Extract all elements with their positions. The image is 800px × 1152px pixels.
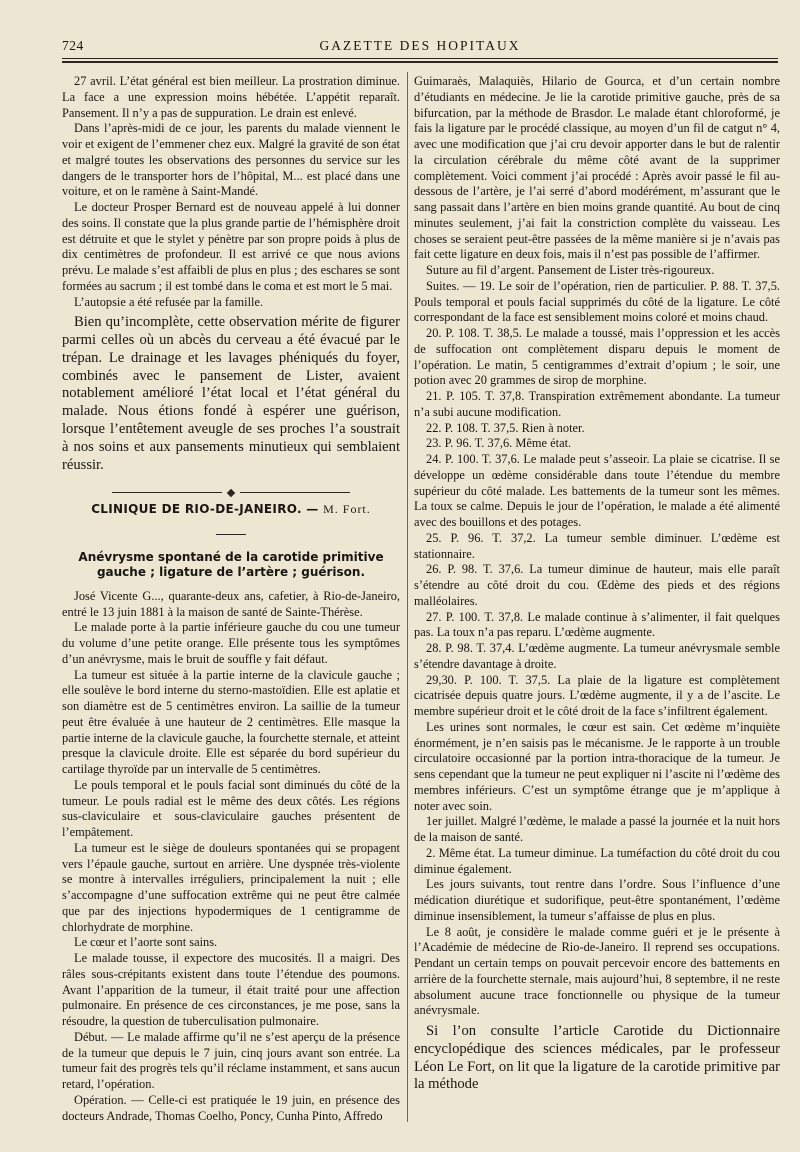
column-divider [407,72,408,1122]
section-title-text: CLINIQUE DE RIO-DE-JANEIRO. — [91,502,319,517]
short-divider [62,524,400,540]
section-title [62,502,400,518]
paragraph: 1er juillet. Malgré l’œdème, le malade a passé la journée et la nuit hors de la maison de santé. [414,814,780,844]
paragraph: Les jours suivants, tout rentre dans l’ordre. Sous l’influence d’une médication diurétique et sudorifique, peut-être spontanément, l’œdème diminue insensiblement, la tumeur s’affaisse de plus en plus. [414,877,780,923]
paragraph: Suites. — 19. Le soir de l’opération, rien de particulier. P. 88. T. 37,5. Pouls temporal et pouls facial supprimés du côté de la ligature. Le côté correspondant de la face est sensiblement moins coloré et moins chaud. [414,278,780,325]
case-paragraph: La tumeur est située à la partie interne de la clavicule gauche ; elle soulève le bord interne du sterno-mastoïdien. Elle est aplatie et son diamètre est de 5 centimètres environ. La saillie de la tumeur peut être évaluée à une hauteur de 2 centimètres. Elle masque la partie interne de la clavicule gauche, la fourchette sternale, et atteint presque la clavicule droite. Elle est séparée du bord supérieur du cartilage thyroïde par un intervalle de 5 centimètres. [62,667,400,777]
case-paragraph: Début. — Le malade affirme qu’il ne s’est aperçu de la présence de la tumeur que depuis le 7 juin, cinq jours avant son entrée. La tumeur fait des progrès tels qu’il réclame instamment, et sans aucun retard, l’opération. [62,1029,400,1092]
closing-paragraph: Si l’on consulte l’article Carotide du Dictionnaire encyclopédique des sciences médicales, par le professeur Léon Le Fort, on lit que la ligature de la carotide primitive par la méthode [414,1023,780,1093]
paragraph: 22. P. 108. T. 37,5. Rien à noter. [426,420,585,435]
paragraph: Guimaraès, Malaquiès, Hilario de Gourca, et d’un certain nombre d’étudiants en médecine. Je lie la carotide primitive gauche, près de sa bifurcation, par la méthode de Brasdor. Le malade étant chloroformé, je fais la ligature par le procédé classique, au moyen d’un fil de catgut n° 4, avec une modification que j’ai cru devoir apporter dans le but de ralentir la circulation cérébrale du même côté avant de la supprimer complètement. Voici comment j’ai procédé : Après avoir passé le fil au-dessous de l’artère, je l’ai serré d’abord modérément, m’assurant que le sang passait dans l’artère en bien moins grande quantité. Au bout de cinq minutes seulement, j’ai fait la constriction complète du vaisseau. Les choses se seraient peut-être passées de la même manière si je n’avais pas fait cette ligature en deux fois, mais il n’est pas possible de l’affirmer. [414,74,780,262]
case-paragraph: Le malade tousse, il expectore des mucosités. Il a maigri. Des râles sous-crépitants existent dans toute l’étendue des poumons. Avant l’apparition de la tumeur, il était traité pour une affection pulmonaire. En présence de ces circonstances, je me pose, sans la résoudre, la question de tuberculisation pulmonaire. [62,951,400,1029]
paragraph: 26. P. 98. T. 37,6. La tumeur diminue de hauteur, mais elle paraît s’étendre au côté droit du cou. Œdème des pieds et des régions malléolaires. [414,562,780,608]
case-paragraph: José Vicente G..., quarante-deux ans, cafetier, à Rio-de-Janeiro, entré le 13 juin 1881 à la maison de santé de Sainte-Thérèse. [62,588,400,619]
paragraph: Le docteur Prosper Bernard est de nouveau appelé à lui donner des soins. Il constate que la plus grande partie de l’hémisphère droit est détruite et que le stylet y pénètre par son propre poids à plus de dix centimètres de profondeur. Il est arrivé ce que nous avions prévu. Le malade s’est affaibli de plus en plus ; des eschares se sont formées au sacrum ; il est tombé dans le coma et est mort le 5 mai. [62,200,400,293]
paragraph: 24. P. 100. T. 37,6. Le malade peut s’asseoir. La plaie se cicatrise. Il se développe un œdème considérable dans toute l’étendue du membre supérieur du côté malade. Les battements de la tumeur sont les mêmes. La toux se calme. Depuis le jour de l’opération, le malade a été alimenté avec des bouillons et des potages. [414,452,780,529]
paragraph: 21. P. 105. T. 37,8. Transpiration extrêmement abondante. La tumeur n’a subi aucune modification. [414,389,780,419]
case-paragraph: Le malade porte à la partie inférieure gauche du cou une tumeur du volume d’une petite orange. Elle présente tous les symptômes d’un anévrysme, mais le bruit de souffle y fait défaut. [62,620,400,666]
case-paragraph: Le cœur et l’aorte sont sains. [74,935,218,950]
paragraph: Le 8 août, je considère le malade comme guéri et je le présente à l’Académie de médecine de Rio-de-Janeiro. Il reprend ses occupations. Pendant un certain temps on pouvait percevoir encore des battements en arrière de la fourchette sternale, mais aujourd’hui, 8 septembre, il ne reste absolument aucune trace fonctionnelle ou physique de la tumeur anévrysmale. [414,924,780,1018]
header-rule-top [62,58,778,59]
article-subtitle: Anévrysme spontané de la carotide primitive gauche ; ligature de l’artère ; guérison. [78,549,384,580]
paragraph: Les urines sont normales, le cœur est sain. Cet œdème m’inquiète énormément, je n’en saisis pas le mécanisme. Je le rapporte à un trouble circulatoire occasionné par la portion intra-thoracique de la tumeur. Je sens cependant que la tumeur ne peut expliquer ni l’ascite ni l’œdème des membres inférieurs. C’est un symptôme étrange que je m’applique à noter avec soin. [414,719,780,813]
case-paragraph: La tumeur est le siège de douleurs spontanées qui se propagent vers l’épaule gauche, surtout en arrière. Une dyspnée très-violente se montre à intervalles irréguliers, principalement la nuit ; elle s’accompagne d’une suffocation extrême qui ne peut être calmée que par des injections hypodermiques de 1 centigramme de chlorhydrate de morphine. [62,840,400,934]
paragraph: 28. P. 98. T. 37,4. L’œdème augmente. La tumeur anévrysmale semble s’étendre davantage à droite. [414,641,780,671]
section-author: M. Fort. [323,502,371,517]
left-column [62,74,400,1124]
running-title: GAZETTE DES HOPITAUX [319,38,521,53]
paragraph: 2. Même état. La tumeur diminue. La tuméfaction du côté droit du cou diminue également. [414,845,780,876]
header-rule-bottom [62,61,778,63]
paragraph: Suture au fil d’argent. Pansement de Lister très-rigoureux. [426,263,715,277]
page-header [62,38,778,58]
conclusion-paragraph: Bien qu’incomplète, cette observation mérite de figurer parmi celles où un abcès du cerveau a été évacué par le trépan. Le drainage et les lavages phéniqués du foyer, combinés avec le pansement de Lister, avaient notablement amélioré l’état local et l’état général du malade. Nous étions fondé à espérer une guérison, lorsque l’entêtement aveugle de ses proches l’a soustrait à nos soins et aux pansements minutieux qui semblaient réussir. [62,314,400,473]
paragraph: 20. P. 108. T. 38,5. Le malade a toussé, mais l’oppression et les accès de suffocation ont complètement disparu depuis le moment de l’opération. Le matin, 5 centigrammes d’extrait d’opium ; le soir, une potion avec 20 grammes de sirop de morphine. [414,326,780,388]
page-number: 724 [62,38,84,53]
paragraph: Dans l’après-midi de ce jour, les parents du malade viennent le voir et exigent de l’emmener chez eux. Malgré la gravité de son état et malgré toutes les observations des personnes du service sur les dangers de le transporter hors de l’hôpital, M... est placé dans une voiture, et on le ramène à Saint-Mandé. [62,121,400,199]
paragraph: L’autopsie a été refusée par la famille. [74,294,264,309]
section-ornament [62,484,400,492]
paragraph: 29,30. P. 100. T. 37,5. La plaie de la ligature est complètement cicatrisée depuis quatre jours. L’œdème augmente, il y a de l’ascite. Le membre supérieur droit et le côté droit de la face s’infiltrent également. [414,672,780,718]
paragraph: 23. P. 96. T. 37,6. Même état. [426,436,572,451]
case-paragraph: Opération. — Celle-ci est pratiquée le 19 juin, en présence des docteurs Andrade, Thomas Coelho, Poncy, Cunha Pinto, Affredo [62,1092,400,1123]
paragraph: 27. P. 100. T. 37,8. Le malade continue à s’alimenter, il fait quelques pas. La toux n’a pas reparu. L’œdème augmente. [414,609,780,640]
right-column [414,74,780,1094]
paragraph: 25. P. 96. T. 37,2. La tumeur semble diminuer. L’œdème est stationnaire. [414,530,780,561]
case-paragraph: Le pouls temporal et le pouls facial sont diminués du côté de la tumeur. Le pouls radial est le même des deux côtés. Les régions sus-claviculaire et sous-claviculaire gauches présentent de l’empâtement. [62,777,400,840]
paragraph: 27 avril. L’état général est bien meilleur. La prostration diminue. La face a une expression moins hébétée. L’appétit reparaît. Pansement. Il n’y a pas de suppuration. Le drain est enlevé. [62,74,400,120]
